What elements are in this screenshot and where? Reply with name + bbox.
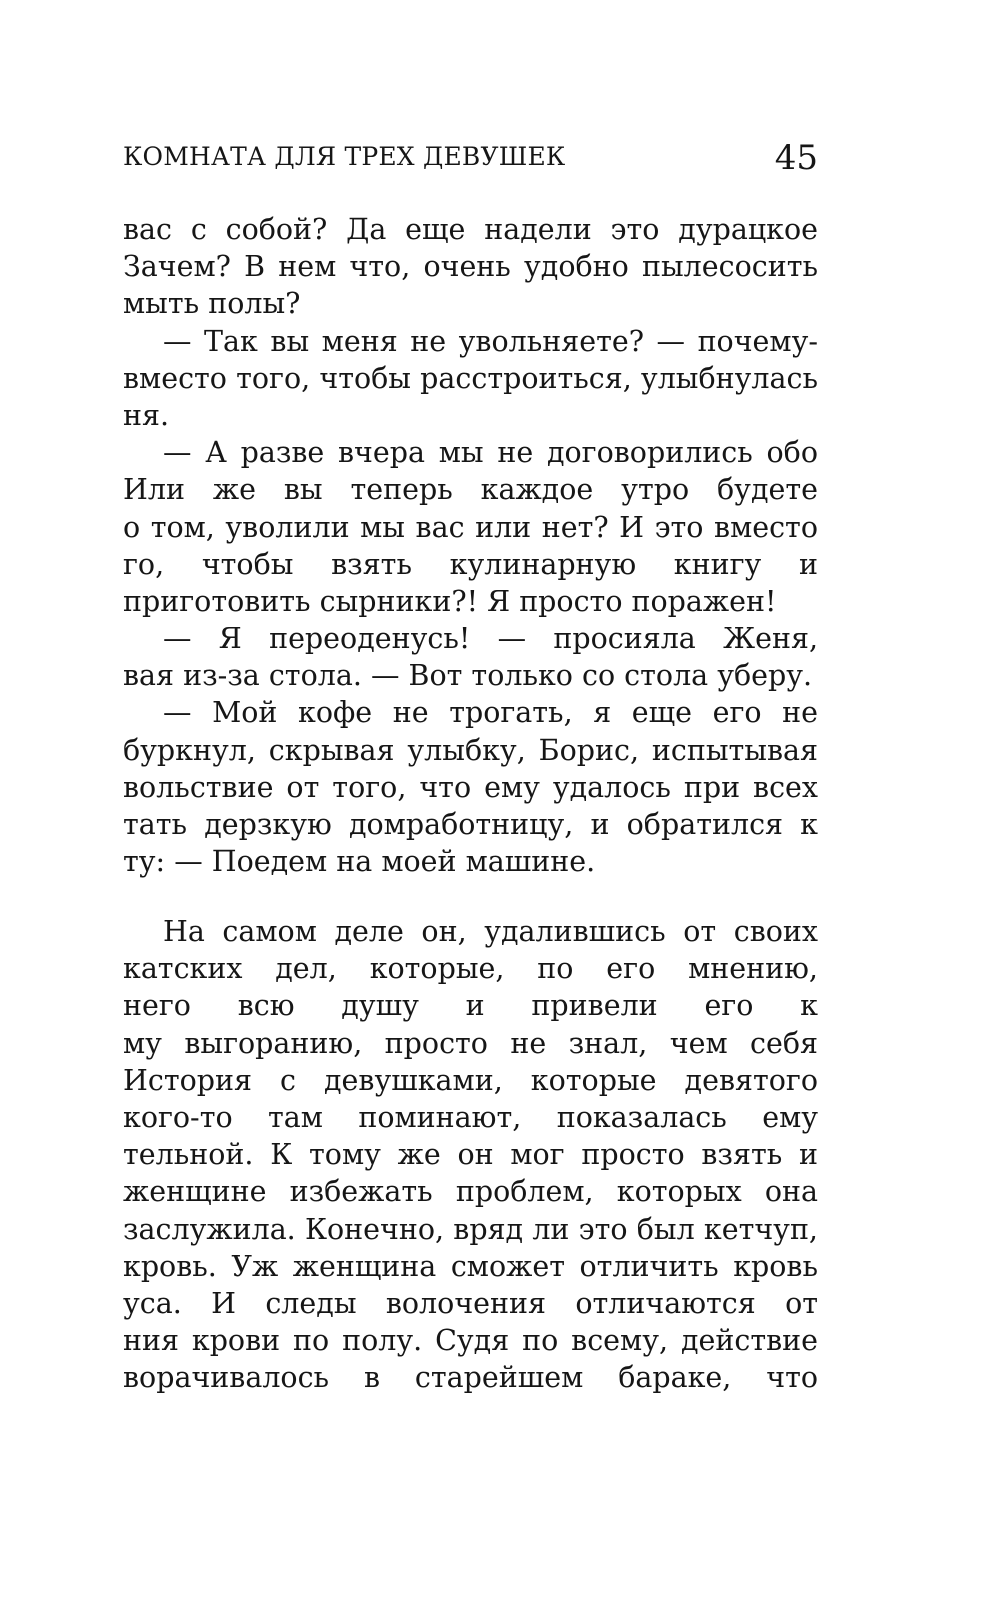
text-line: На самом деле он, удалившись от своих (163, 915, 818, 948)
text-line: тельной. К тому же он мог просто взять и (123, 1138, 818, 1172)
text-line: История с девушками, которые девятого (123, 1063, 818, 1097)
text-line: о том, уволили мы вас или нет? И это вместо (123, 510, 818, 544)
page-number: 45 (774, 138, 818, 178)
text-line: Зачем? В нем что, очень удобно пылесосить (123, 250, 818, 284)
text-line: мыть полы? (123, 287, 301, 321)
text-line: катских дел, которые, по его мнению, (123, 952, 818, 986)
text-line: ня. (123, 398, 170, 432)
running-head: КОМНАТА ДЛЯ ТРЕХ ДЕВУШЕК (123, 142, 566, 171)
text-line: буркнул, скрывая улыбку, Борис, испытывая (123, 733, 818, 767)
text-line: него всю душу и привели его к (123, 989, 818, 1023)
text-line: кровь. Уж женщина сможет отличить кровь (123, 1249, 818, 1283)
text-line: уса. И следы волочения отличаются от (123, 1286, 818, 1320)
text-line: ворачивалось в старейшем бараке, что (123, 1361, 818, 1395)
text-line: женщине избежать проблем, которых она (123, 1175, 818, 1209)
text-line: вольствие от того, что ему удалось при всех (123, 770, 818, 804)
text-line: приготовить сырники?! Я просто поражен! (123, 584, 777, 618)
dialogue-section (123, 211, 818, 880)
text-line: вас с собой? Да еще надели это дурацкое (123, 213, 818, 246)
text-line: — А разве вчера мы не договорились обо (163, 436, 818, 470)
text-line: кого-то там поминают, показалась ему (123, 1100, 818, 1134)
text-line: заслужила. Конечно, вряд ли это был кетчуп, (123, 1212, 818, 1246)
text-line: Или же вы теперь каждое утро будете (123, 473, 818, 507)
text-line: го, чтобы взять кулинарную книгу и (123, 547, 818, 581)
text-line: ту: — Поедем на моей машине. (123, 845, 596, 879)
text-line: вая из-за стола. — Вот только со стола уберу. (123, 659, 813, 693)
text-line: вместо того, чтобы расстроиться, улыбнулась (123, 361, 818, 395)
text-line: тать дерзкую домработницу, и обратился к (123, 808, 818, 841)
narrative-section (123, 913, 818, 1396)
text-line: му выгоранию, просто не знал, чем себя (123, 1026, 818, 1060)
text-line: ния крови по полу. Судя по всему, действие (123, 1324, 818, 1358)
text-line: — Мой кофе не трогать, я еще его не (163, 696, 818, 730)
text-line: — Я переоденусь! — просияла Женя, (163, 622, 818, 656)
text-line: — Так вы меня не увольняете? — почему- (163, 324, 818, 358)
